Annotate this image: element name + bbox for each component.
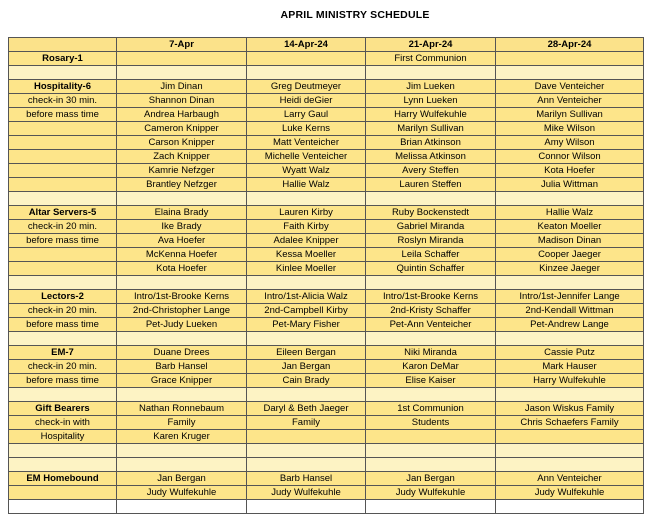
assignment-cell xyxy=(496,192,644,206)
ministry-note: before mass time xyxy=(9,234,117,248)
ministry-label: EM-7 xyxy=(9,346,117,360)
ministry-note xyxy=(9,500,117,514)
table-row xyxy=(9,122,644,136)
date-column-header: 28-Apr-24 xyxy=(496,38,644,52)
assignment-cell xyxy=(496,430,644,444)
assignment-cell: Wyatt Walz xyxy=(247,164,366,178)
assignment-cell: Lauren Kirby xyxy=(247,206,366,220)
assignment-cell: Ruby Bockenstedt xyxy=(366,206,496,220)
table-row xyxy=(9,178,644,192)
assignment-cell: Kinlee Moeller xyxy=(247,262,366,276)
ministry-note: Hospitality xyxy=(9,430,117,444)
assignment-cell: Intro/1st-Brooke Kerns xyxy=(366,290,496,304)
assignment-cell xyxy=(247,500,366,514)
assignment-cell: Adalee Knipper xyxy=(247,234,366,248)
assignment-cell: Ava Hoefer xyxy=(117,234,247,248)
assignment-cell: Chris Schaefers Family xyxy=(496,416,644,430)
assignment-cell: Lauren Steffen xyxy=(366,178,496,192)
assignment-cell: Mark Hauser xyxy=(496,360,644,374)
assignment-cell: Marilyn Sullivan xyxy=(496,108,644,122)
table-row xyxy=(9,374,644,388)
assignment-cell: Daryl & Beth Jaeger xyxy=(247,402,366,416)
assignment-cell xyxy=(366,430,496,444)
assignment-cell: 2nd-Kristy Schaffer xyxy=(366,304,496,318)
spacer-row xyxy=(9,458,644,472)
assignment-cell: Brian Atkinson xyxy=(366,136,496,150)
assignment-cell: Kinzee Jaeger xyxy=(496,262,644,276)
ministry-note xyxy=(9,276,117,290)
assignment-cell xyxy=(247,192,366,206)
assignment-cell: Cain Brady xyxy=(247,374,366,388)
table-row xyxy=(9,304,644,318)
schedule-table xyxy=(8,37,644,514)
assignment-cell: Shannon Dinan xyxy=(117,94,247,108)
assignment-cell xyxy=(247,430,366,444)
assignment-cell: Jim Dinan xyxy=(117,80,247,94)
assignment-cell: Karon DeMar xyxy=(366,360,496,374)
table-row xyxy=(9,234,644,248)
assignment-cell: Family xyxy=(247,416,366,430)
table-row xyxy=(9,290,644,304)
table-row xyxy=(9,472,644,486)
table-row xyxy=(9,318,644,332)
assignment-cell xyxy=(366,276,496,290)
ministry-note xyxy=(9,136,117,150)
assignment-cell: Kessa Moeller xyxy=(247,248,366,262)
assignment-cell: Judy Wulfekuhle xyxy=(247,486,366,500)
table-row xyxy=(9,108,644,122)
assignment-cell: Pet-Ann Venteicher xyxy=(366,318,496,332)
assignment-cell xyxy=(117,444,247,458)
assignment-cell xyxy=(117,458,247,472)
assignment-cell: Dave Venteicher xyxy=(496,80,644,94)
assignment-cell: Students xyxy=(366,416,496,430)
assignment-cell: 2nd-Kendall Wittman xyxy=(496,304,644,318)
assignment-cell xyxy=(117,500,247,514)
table-row xyxy=(9,360,644,374)
assignment-cell xyxy=(247,444,366,458)
assignment-cell: Michelle Venteicher xyxy=(247,150,366,164)
assignment-cell xyxy=(496,52,644,66)
assignment-cell: Niki Miranda xyxy=(366,346,496,360)
table-row xyxy=(9,486,644,500)
assignment-cell: Kamrie Nefzger xyxy=(117,164,247,178)
table-row xyxy=(9,346,644,360)
ministry-note xyxy=(9,122,117,136)
table-row xyxy=(9,262,644,276)
assignment-cell: Elise Kaiser xyxy=(366,374,496,388)
date-column-header: 14-Apr-24 xyxy=(247,38,366,52)
assignment-cell: Pet-Judy Lueken xyxy=(117,318,247,332)
assignment-cell xyxy=(117,276,247,290)
header-row xyxy=(9,38,644,52)
assignment-cell xyxy=(247,276,366,290)
assignment-cell: 2nd-Campbell Kirby xyxy=(247,304,366,318)
assignment-cell: Pet-Mary Fisher xyxy=(247,318,366,332)
assignment-cell xyxy=(117,388,247,402)
assignment-cell xyxy=(366,388,496,402)
ministry-note xyxy=(9,332,117,346)
assignment-cell: Cameron Knipper xyxy=(117,122,247,136)
assignment-cell: Elaina Brady xyxy=(117,206,247,220)
assignment-cell: Keaton Moeller xyxy=(496,220,644,234)
table-row xyxy=(9,150,644,164)
header-corner-cell xyxy=(9,38,117,52)
assignment-cell: Connor Wilson xyxy=(496,150,644,164)
assignment-cell: Ann Venteicher xyxy=(496,472,644,486)
assignment-cell: Pet-Andrew Lange xyxy=(496,318,644,332)
date-column-header: 21-Apr-24 xyxy=(366,38,496,52)
table-row xyxy=(9,52,644,66)
ministry-label: Altar Servers-5 xyxy=(9,206,117,220)
assignment-cell: Hallie Walz xyxy=(496,206,644,220)
assignment-cell xyxy=(366,332,496,346)
assignment-cell: 2nd-Christopher Lange xyxy=(117,304,247,318)
ministry-note: before mass time xyxy=(9,318,117,332)
assignment-cell: Nathan Ronnebaum xyxy=(117,402,247,416)
ministry-label: EM Homebound xyxy=(9,472,117,486)
assignment-cell: Avery Steffen xyxy=(366,164,496,178)
assignment-cell: Lynn Lueken xyxy=(366,94,496,108)
assignment-cell: Barb Hansel xyxy=(247,472,366,486)
assignment-cell: Kota Hoefer xyxy=(117,262,247,276)
assignment-cell: Greg Deutmeyer xyxy=(247,80,366,94)
assignment-cell: Gabriel Miranda xyxy=(366,220,496,234)
ministry-note xyxy=(9,262,117,276)
ministry-note xyxy=(9,164,117,178)
assignment-cell: Heidi deGier xyxy=(247,94,366,108)
assignment-cell xyxy=(366,458,496,472)
assignment-cell: Intro/1st-Brooke Kerns xyxy=(117,290,247,304)
assignment-cell xyxy=(247,458,366,472)
ministry-note xyxy=(9,248,117,262)
assignment-cell: Kota Hoefer xyxy=(496,164,644,178)
assignment-cell xyxy=(117,192,247,206)
table-row xyxy=(9,206,644,220)
table-row xyxy=(9,416,644,430)
assignment-cell: Brantley Nefzger xyxy=(117,178,247,192)
ministry-label: Lectors-2 xyxy=(9,290,117,304)
assignment-cell: Intro/1st-Jennifer Lange xyxy=(496,290,644,304)
assignment-cell: Karen Kruger xyxy=(117,430,247,444)
spacer-row xyxy=(9,66,644,80)
assignment-cell xyxy=(366,500,496,514)
assignment-cell: Jim Lueken xyxy=(366,80,496,94)
assignment-cell xyxy=(117,332,247,346)
spacer-row xyxy=(9,192,644,206)
assignment-cell xyxy=(366,192,496,206)
assignment-cell xyxy=(496,444,644,458)
assignment-cell: Marilyn Sullivan xyxy=(366,122,496,136)
ministry-note: before mass time xyxy=(9,374,117,388)
assignment-cell: Jan Bergan xyxy=(117,472,247,486)
ministry-note xyxy=(9,150,117,164)
page-title: APRIL MINISTRY SCHEDULE xyxy=(280,9,430,21)
assignment-cell: Melissa Atkinson xyxy=(366,150,496,164)
assignment-cell xyxy=(366,66,496,80)
ministry-label: Rosary-1 xyxy=(9,52,117,66)
table-row xyxy=(9,430,644,444)
assignment-cell: Amy Wilson xyxy=(496,136,644,150)
assignment-cell xyxy=(496,458,644,472)
ministry-note xyxy=(9,192,117,206)
spacer-row xyxy=(9,444,644,458)
assignment-cell: Madison Dinan xyxy=(496,234,644,248)
assignment-cell: Jason Wiskus Family xyxy=(496,402,644,416)
ministry-note xyxy=(9,444,117,458)
ministry-note: check-in with xyxy=(9,416,117,430)
assignment-cell xyxy=(496,276,644,290)
assignment-cell xyxy=(496,388,644,402)
assignment-cell: Faith Kirby xyxy=(247,220,366,234)
assignment-cell: Jan Bergan xyxy=(247,360,366,374)
ministry-note xyxy=(9,388,117,402)
ministry-note: before mass time xyxy=(9,108,117,122)
spacer-row xyxy=(9,332,644,346)
assignment-cell xyxy=(117,66,247,80)
assignment-cell: Larry Gaul xyxy=(247,108,366,122)
assignment-cell xyxy=(366,444,496,458)
assignment-cell: Ike Brady xyxy=(117,220,247,234)
assignment-cell: Cassie Putz xyxy=(496,346,644,360)
assignment-cell: First Communion xyxy=(366,52,496,66)
assignment-cell: Family xyxy=(117,416,247,430)
assignment-cell: Intro/1st-Alicia Walz xyxy=(247,290,366,304)
ministry-note xyxy=(9,66,117,80)
assignment-cell: Harry Wulfekuhle xyxy=(496,374,644,388)
assignment-cell: Luke Kerns xyxy=(247,122,366,136)
assignment-cell: Julia Wittman xyxy=(496,178,644,192)
assignment-cell xyxy=(117,52,247,66)
assignment-cell: Zach Knipper xyxy=(117,150,247,164)
ministry-note: check-in 20 min. xyxy=(9,220,117,234)
assignment-cell xyxy=(247,332,366,346)
assignment-cell: Ann Venteicher xyxy=(496,94,644,108)
assignment-cell xyxy=(247,66,366,80)
ministry-label: Gift Bearers xyxy=(9,402,117,416)
assignment-cell xyxy=(247,52,366,66)
assignment-cell: Quintin Schaffer xyxy=(366,262,496,276)
ministry-note: check-in 20 min. xyxy=(9,304,117,318)
assignment-cell: Hallie Walz xyxy=(247,178,366,192)
table-row xyxy=(9,248,644,262)
assignment-cell: Duane Drees xyxy=(117,346,247,360)
ministry-note: check-in 30 min. xyxy=(9,94,117,108)
spacer-row xyxy=(9,500,644,514)
ministry-note xyxy=(9,178,117,192)
assignment-cell: Grace Knipper xyxy=(117,374,247,388)
assignment-cell: Eileen Bergan xyxy=(247,346,366,360)
assignment-cell: Jan Bergan xyxy=(366,472,496,486)
assignment-cell: Judy Wulfekuhle xyxy=(496,486,644,500)
assignment-cell: Judy Wulfekuhle xyxy=(366,486,496,500)
assignment-cell: Leila Schaffer xyxy=(366,248,496,262)
assignment-cell: Mike Wilson xyxy=(496,122,644,136)
date-column-header: 7-Apr xyxy=(117,38,247,52)
table-row xyxy=(9,220,644,234)
assignment-cell: Harry Wulfekuhle xyxy=(366,108,496,122)
table-row xyxy=(9,80,644,94)
assignment-cell: McKenna Hoefer xyxy=(117,248,247,262)
spacer-row xyxy=(9,388,644,402)
assignment-cell: Barb Hansel xyxy=(117,360,247,374)
ministry-label: Hospitality-6 xyxy=(9,80,117,94)
assignment-cell: Carson Knipper xyxy=(117,136,247,150)
table-row xyxy=(9,164,644,178)
assignment-cell xyxy=(496,500,644,514)
assignment-cell: Roslyn Miranda xyxy=(366,234,496,248)
assignment-cell: Matt Venteicher xyxy=(247,136,366,150)
table-row xyxy=(9,402,644,416)
ministry-note xyxy=(9,486,117,500)
assignment-cell: Andrea Harbaugh xyxy=(117,108,247,122)
assignment-cell xyxy=(247,388,366,402)
ministry-note xyxy=(9,458,117,472)
assignment-cell: Cooper Jaeger xyxy=(496,248,644,262)
ministry-note: check-in 20 min. xyxy=(9,360,117,374)
table-row xyxy=(9,136,644,150)
table-row xyxy=(9,94,644,108)
assignment-cell xyxy=(496,66,644,80)
assignment-cell: Judy Wulfekuhle xyxy=(117,486,247,500)
assignment-cell xyxy=(496,332,644,346)
spacer-row xyxy=(9,276,644,290)
assignment-cell: 1st Communion xyxy=(366,402,496,416)
